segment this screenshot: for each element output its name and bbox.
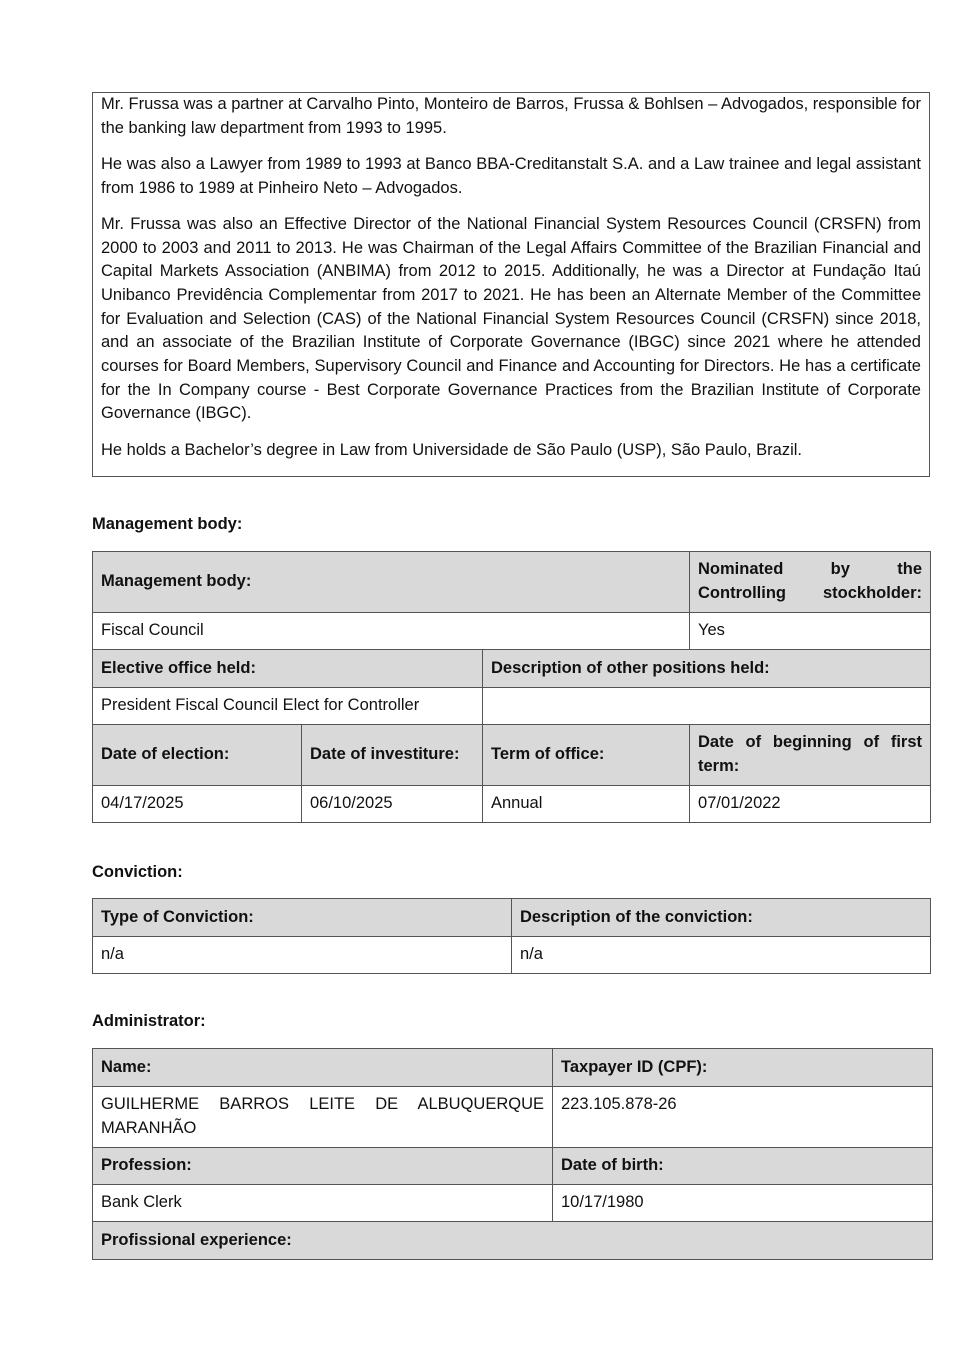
nominated-value: Yes [690,613,931,650]
table-row [93,1222,933,1260]
table-row [93,688,931,725]
name-value: GUILHERME BARROS LEITE DE ALBUQUERQUE MARANHÃO [93,1087,553,1148]
name-header: Name: [93,1049,553,1087]
table-row [93,725,931,786]
conviction-type-value: n/a [93,937,512,974]
table-row [93,1087,933,1148]
table-row [93,899,931,937]
management-section-title: Management body: [92,515,243,533]
profession-value: Bank Clerk [93,1185,553,1222]
table-row [93,650,931,688]
investiture-date-header: Date of investiture: [302,725,483,786]
table-row [93,613,931,650]
conviction-description-value: n/a [512,937,931,974]
table-row [93,1185,933,1222]
election-date-header: Date of election: [93,725,302,786]
election-date-value: 04/17/2025 [93,786,302,823]
conviction-type-header: Type of Conviction: [93,899,512,937]
management-body-value: Fiscal Council [93,613,690,650]
investiture-date-value: 06/10/2025 [302,786,483,823]
table-row [93,786,931,823]
table-row [93,937,931,974]
cpf-header: Taxpayer ID (CPF): [553,1049,933,1087]
conviction-table [92,898,931,974]
term-value: Annual [483,786,690,823]
nominated-header: Nominated by the Controlling stockholder: [690,552,931,613]
conviction-section-title: Conviction: [92,863,183,881]
table-row [93,1148,933,1185]
administrator-section-title: Administrator: [92,1012,206,1030]
birth-date-header: Date of birth: [553,1148,933,1185]
table-row [93,1049,933,1087]
experience-header: Profissional experience: [93,1222,933,1260]
administrator-table [92,1048,933,1260]
management-table [92,551,931,823]
other-positions-header: Description of other positions held: [483,650,931,688]
bio-paragraph: Mr. Frussa was also an Effective Director of the National Financial System Resources Council (CRSFN) from 2000 to 2003 and 2011 to 2013. He was Chairman of the Legal Affairs Committee of the Brazilian Financial and Capital Markets Association (ANBIMA) from 2012 to 2015. Additionally, he was a Director at Fundação Itaú Unibanco Previdência Complementar from 2017 to 2021. He has been an Alternate Member of the Committee for Evaluation and Selection (CAS) of the National Financial System Resources Council (CRSFN) since 2018, and an associate of the Brazilian Institute of Corporate Governance (IBGC) since 2021 where he attended courses for Board Members, Supervisory Council and Finance and Accounting for Directors. He has a certificate for the In Company course - Best Corporate Governance Practices from the Brazilian Institute of Corporate Governance (IBGC). [101,214,921,423]
bio-paragraph: He holds a Bachelor’s degree in Law from Universidade de São Paulo (USP), São Paulo, Brazil. [101,440,803,459]
management-body-header: Management body: [93,552,690,613]
first-term-header: Date of beginning of first term: [690,725,931,786]
first-term-value: 07/01/2022 [690,786,931,823]
elective-office-header: Elective office held: [93,650,483,688]
profession-header: Profession: [93,1148,553,1185]
birth-date-value: 10/17/1980 [553,1185,933,1222]
conviction-description-header: Description of the conviction: [512,899,931,937]
cpf-value: 223.105.878-26 [553,1087,933,1148]
elective-office-value: President Fiscal Council Elect for Controller [93,688,483,725]
term-header: Term of office: [483,725,690,786]
table-row [93,552,931,613]
bio-paragraph: He was also a Lawyer from 1989 to 1993 at Banco BBA-Creditanstalt S.A. and a Law trainee and legal assistant from 1986 to 1989 at Pinheiro Neto – Advogados. [101,154,921,197]
biography-box [92,92,930,477]
bio-paragraph: Mr. Frussa was a partner at Carvalho Pinto, Monteiro de Barros, Frussa & Bohlsen – Advogados, responsible for the banking law department from 1993 to 1995. [101,95,921,137]
other-positions-value [483,688,931,725]
